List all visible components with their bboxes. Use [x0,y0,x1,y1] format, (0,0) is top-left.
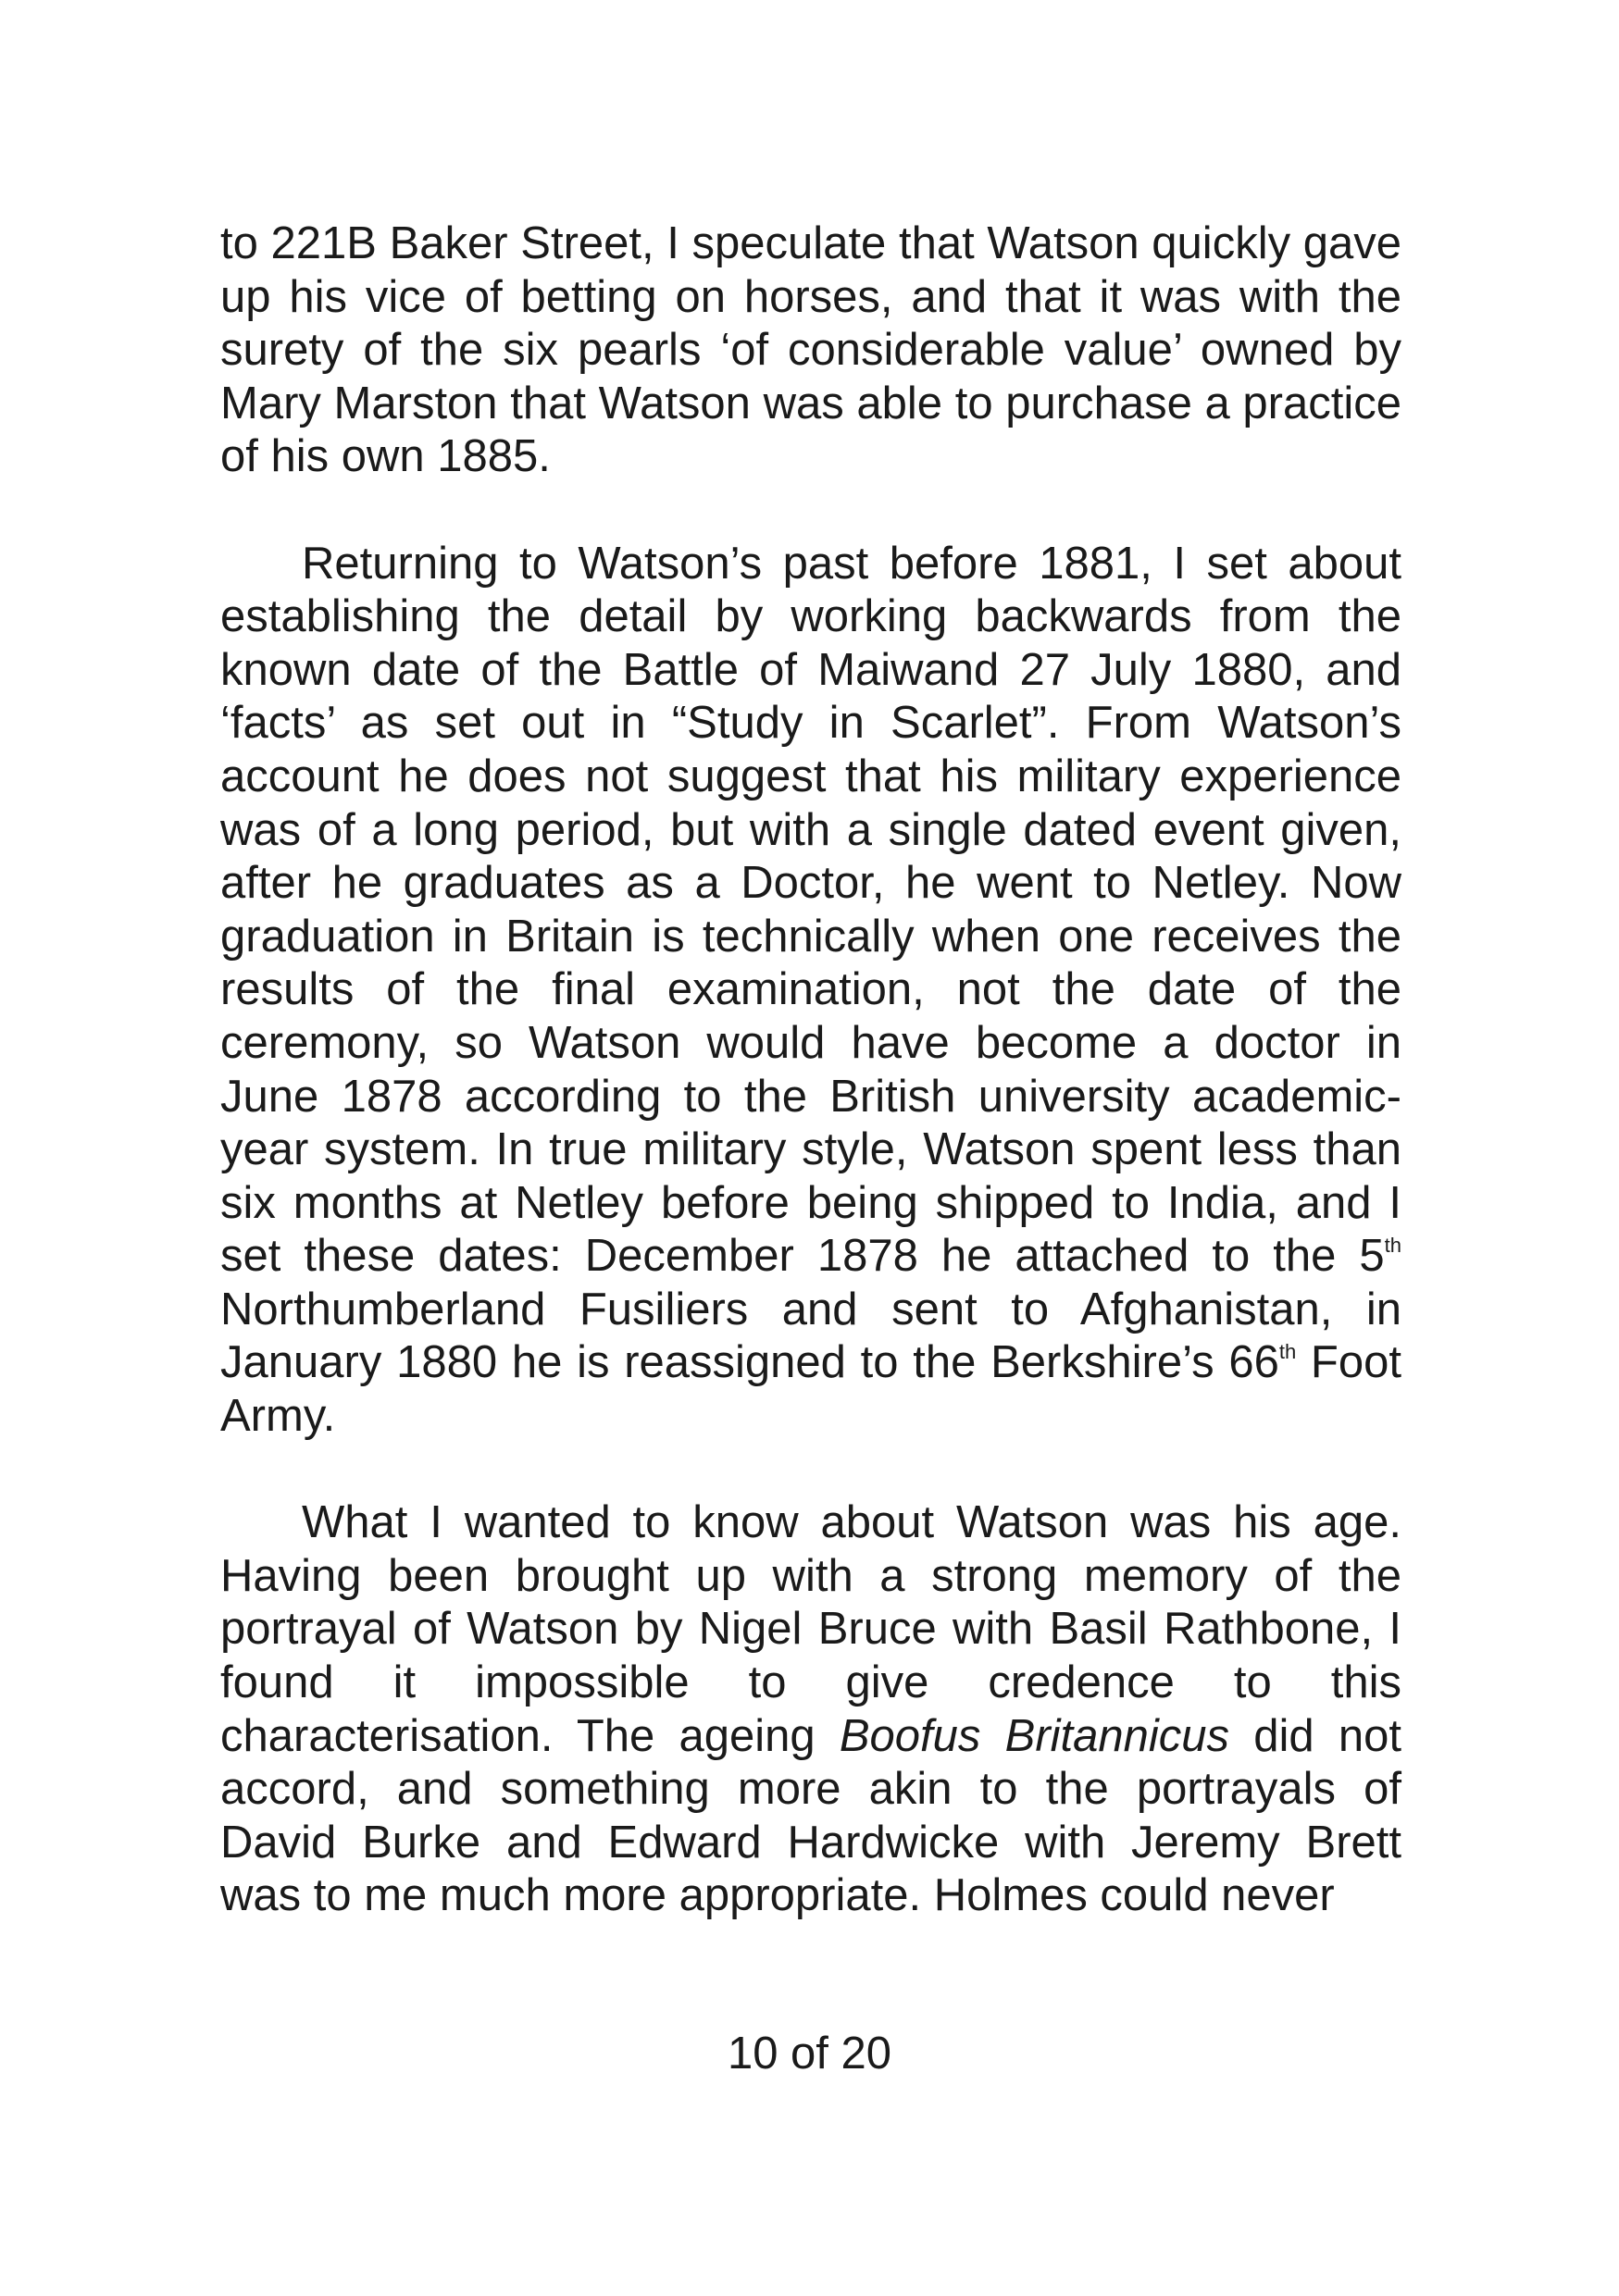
paragraph-3-text-b: did not accord, and something more akin to the portrayals of David Burke and Edward Hardwicke with Jeremy Brett was to me much more appropriate. Holmes could never [220,1710,1401,1921]
paragraph-2-text-b: Northumberland Fusiliers and sent to Afghanistan, in January 1880 he is reassigned to the Berkshire’s 66 [220,1284,1401,1388]
ordinal-superscript: th [1278,1340,1297,1364]
paragraph-2-text-c: Foot Army. [220,1337,1401,1442]
paragraph-3 [220,1496,1401,1923]
paragraph-2 [220,538,1401,1444]
paragraph-1: to 221B Baker Street, I speculate that Watson quickly gave up his vice of betting on horses, and that it was with the surety of the six pearls ‘of considerable value’ owned by Mary Marston that Watson was able to purchase a practice of his own 1885. [220,218,1401,482]
italic-phrase: Boofus Britannicus [839,1710,1230,1761]
body-text [220,217,1401,1923]
ordinal-superscript: th [1384,1234,1401,1258]
paragraph-2-text-a: Returning to Watson’s past before 1881, I set about establishing the detail by working backwards from the known date of the Battle of Maiwand 27 July 1880, and ‘facts’ as set out in “Study in Scarlet”. From Watson’s account he does not suggest that his military experience was of a long period, but with a single dated event given, after he graduates as a Doctor, he went to Netley. Now graduation in Britain is technically when one receives the results of the final examination, not the date of the ceremony, so Watson would have become a doctor in June 1878 according to the British university academic-year system. In true military style, Watson spent less than six months at Netley before being shipped to India, and I set these dates: December 1878 he attached to the 5 [220,538,1401,1282]
paragraph-3-text-a: What I wanted to know about Watson was his age. Having been brought up with a strong memory of the portrayal of Watson by Nigel Bruce with Basil Rathbone, I found it impossible to give credence to this characterisation. The ageing [220,1497,1401,1761]
page-number: 10 of 20 [727,2029,892,2079]
